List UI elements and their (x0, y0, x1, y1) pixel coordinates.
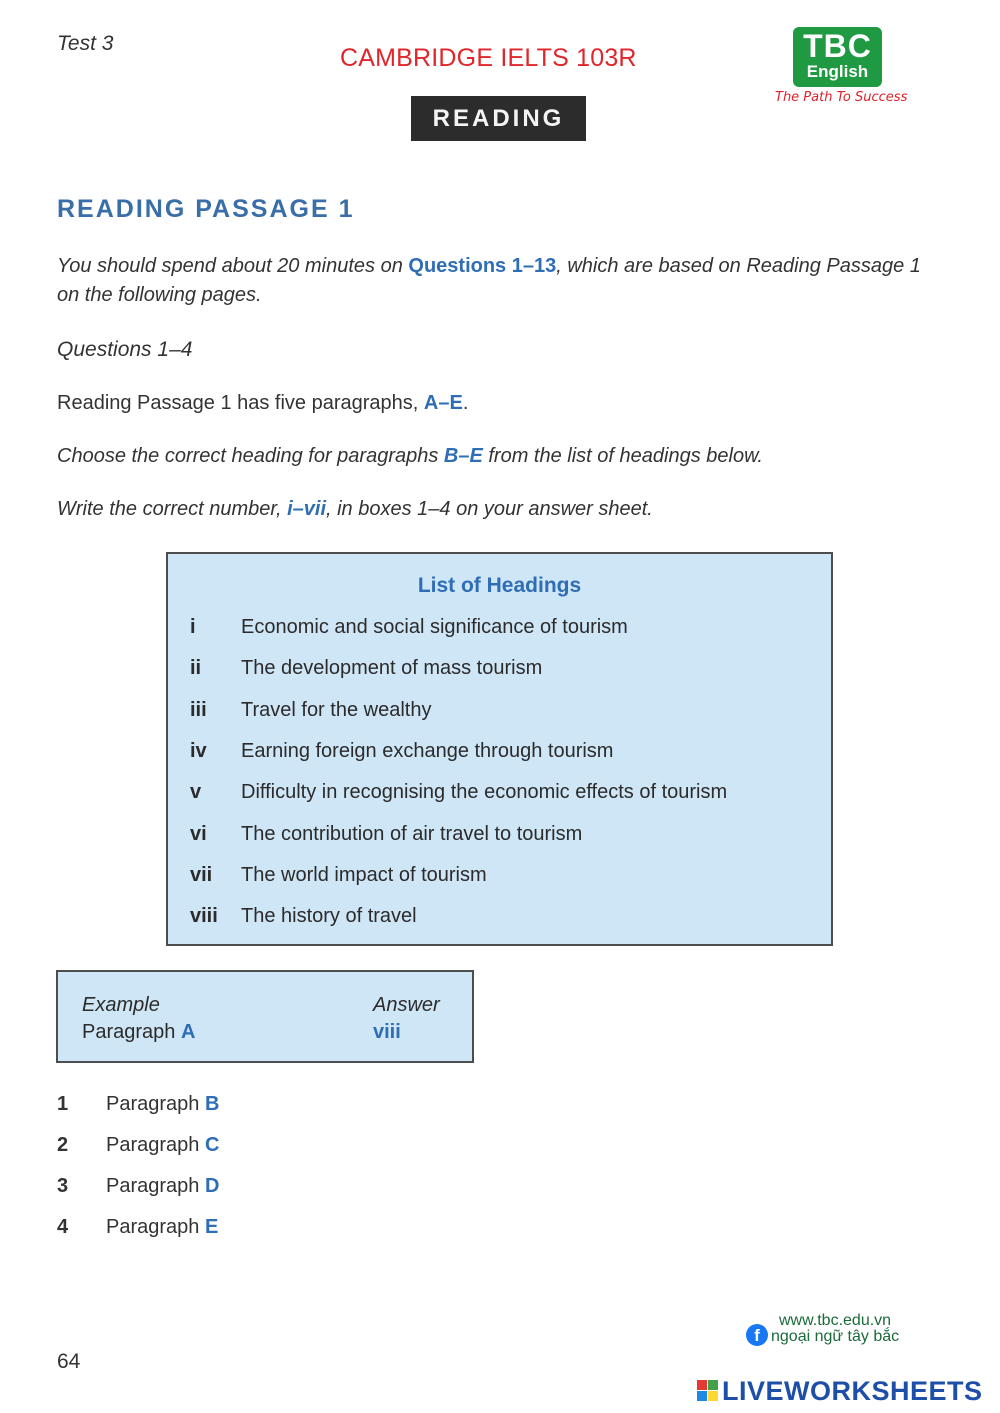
logo-line2: English (806, 62, 869, 81)
heading-item: viii The history of travel (190, 905, 417, 927)
questions-heading: Questions 1–4 (57, 338, 193, 361)
instruction-write: Write the correct number, i–vii, in boxes 1–4 on your answer sheet. (57, 498, 653, 520)
test-label: Test 3 (57, 32, 114, 55)
instruction-paragraphs: Reading Passage 1 has five paragraphs, A–E. (57, 392, 469, 414)
heading-item: ii The development of mass tourism (190, 657, 543, 679)
heading-item: iii Travel for the wealthy (190, 699, 432, 721)
example-answer: viii (373, 1021, 401, 1043)
heading-item: vii The world impact of tourism (190, 864, 487, 886)
facebook-icon[interactable]: f (746, 1324, 768, 1346)
section-label: READING (411, 96, 586, 141)
headings-list-box (166, 552, 833, 946)
example-box (56, 970, 474, 1063)
headings-list-title: List of Headings (417, 574, 582, 597)
question-item[interactable]: 1 Paragraph B (57, 1093, 220, 1115)
example-answer-label: Answer (373, 994, 440, 1016)
website-link[interactable]: www.tbc.edu.vn (779, 1312, 892, 1329)
facebook-page-name[interactable]: ngoại ngữ tây bắc (771, 1328, 900, 1345)
intro-paragraph: You should spend about 20 minutes on Questions 1–13, which are based on Reading Passage 1 on the following pages. (57, 255, 921, 306)
instruction-choose: Choose the correct heading for paragraphs B–E from the list of headings below. (57, 445, 763, 467)
example-label: Example (82, 994, 160, 1016)
example-paragraph: Paragraph A (82, 1021, 196, 1043)
heading-item: v Difficulty in recognising the economic effects of tourism (190, 781, 728, 803)
passage-title: READING PASSAGE 1 (57, 195, 355, 223)
logo-line1: TBC (803, 28, 872, 64)
tbc-logo (793, 27, 882, 87)
heading-item: i Economic and social significance of tourism (190, 616, 628, 638)
liveworksheets-brand[interactable]: LIVEWORKSHEETS (722, 1376, 983, 1406)
page-number: 64 (57, 1350, 81, 1373)
question-item[interactable]: 3 Paragraph D (57, 1175, 220, 1197)
logo-slogan: The Path To Success (775, 90, 908, 105)
question-item[interactable]: 2 Paragraph C (57, 1134, 220, 1156)
questions-range-highlight: Questions 1–13 (408, 255, 557, 277)
question-item[interactable]: 4 Paragraph E (57, 1216, 219, 1238)
book-title: CAMBRIDGE IELTS 103R (340, 44, 637, 72)
liveworksheets-logo-icon (697, 1380, 719, 1402)
heading-item: vi The contribution of air travel to tourism (190, 823, 583, 845)
heading-item: iv Earning foreign exchange through tourism (190, 740, 614, 762)
